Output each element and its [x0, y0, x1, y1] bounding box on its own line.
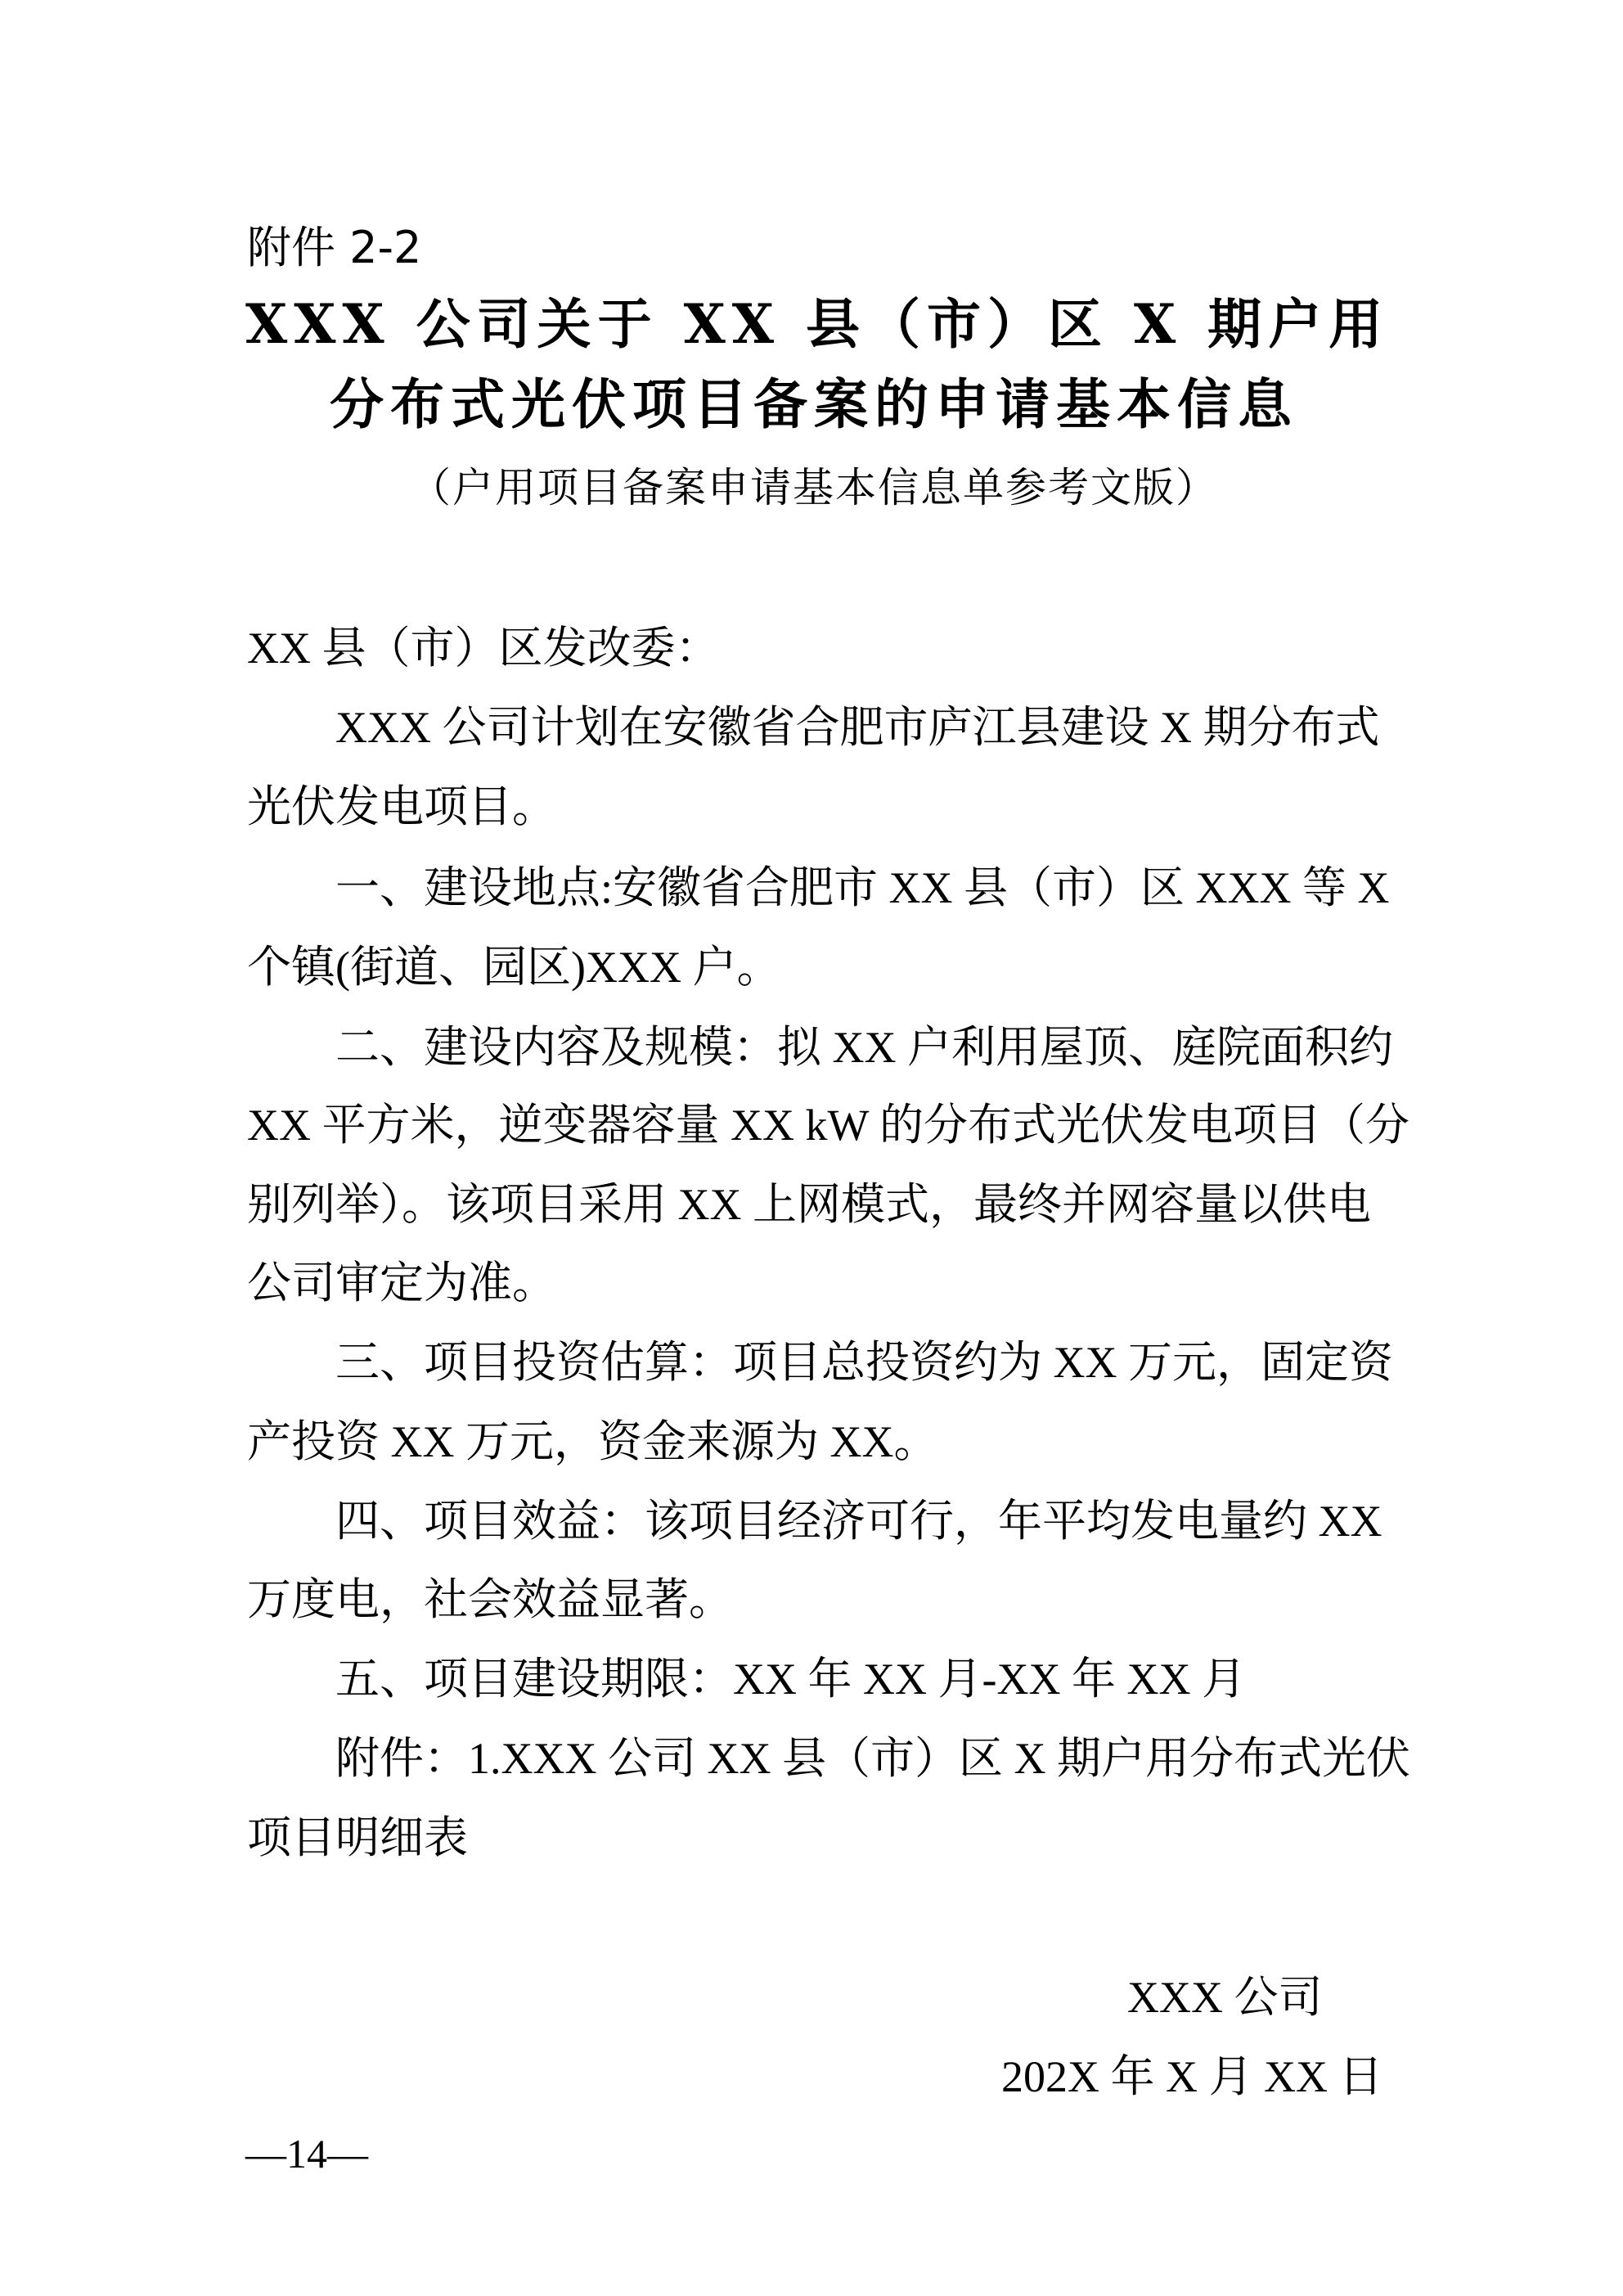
page-number: —14— [245, 2131, 368, 2177]
signature-date: 202X 年 X 月 XX 日 [1001, 2052, 1383, 2101]
body-line: 附件：1.XXX 公司 XX 县（市）区 X 期户用分布式光伏 [335, 1734, 1410, 1783]
body-line: 二、建设内容及规模：拟 XX 户利用屋顶、庭院面积约 [335, 1023, 1393, 1072]
body-line: 光伏发电项目。 [247, 782, 556, 831]
annex-label: 附件 2-2 [247, 222, 422, 273]
addressee: XX 县（市）区发改委： [247, 624, 720, 673]
body-line: 别列举）。该项目采用 XX 上网模式，最终并网容量以供电 [247, 1180, 1371, 1229]
body-line: 产投资 XX 万元，资金来源为 XX。 [247, 1417, 938, 1466]
body-line: 三、项目投资估算：项目总投资约为 XX 万元，固定资 [335, 1338, 1393, 1387]
body-line: 个镇(街道、园区)XXX 户。 [247, 943, 781, 992]
title-line-1: XXX 公司关于 XX 县（市）区 X 期户用 [245, 292, 1390, 356]
body-line: 公司审定为准。 [247, 1258, 556, 1308]
body-line: XXX 公司计划在安徽省合肥市庐江县建设 X 期分布式 [335, 703, 1380, 752]
signature-company: XXX 公司 [1127, 1973, 1323, 2022]
body-line: 五、项目建设期限：XX 年 XX 月-XX 年 XX 月 [335, 1654, 1246, 1704]
body-line: 四、项目效益：该项目经济可行，年平均发电量约 XX [335, 1497, 1382, 1546]
subtitle: （户用项目备案申请基本信息单参考文版） [410, 464, 1218, 511]
body-line: 项目明细表 [247, 1813, 468, 1862]
body-line: XX 平方米，逆变器容量 XX kW 的分布式光伏发电项目（分 [247, 1101, 1409, 1150]
title-line-2: 分布式光伏项目备案的申请基本信息 [330, 372, 1298, 436]
body-line: 万度电，社会效益显著。 [247, 1575, 733, 1624]
body-line: 一、建设地点:安徽省合肥市 XX 县（市）区 XXX 等 X [335, 863, 1390, 912]
